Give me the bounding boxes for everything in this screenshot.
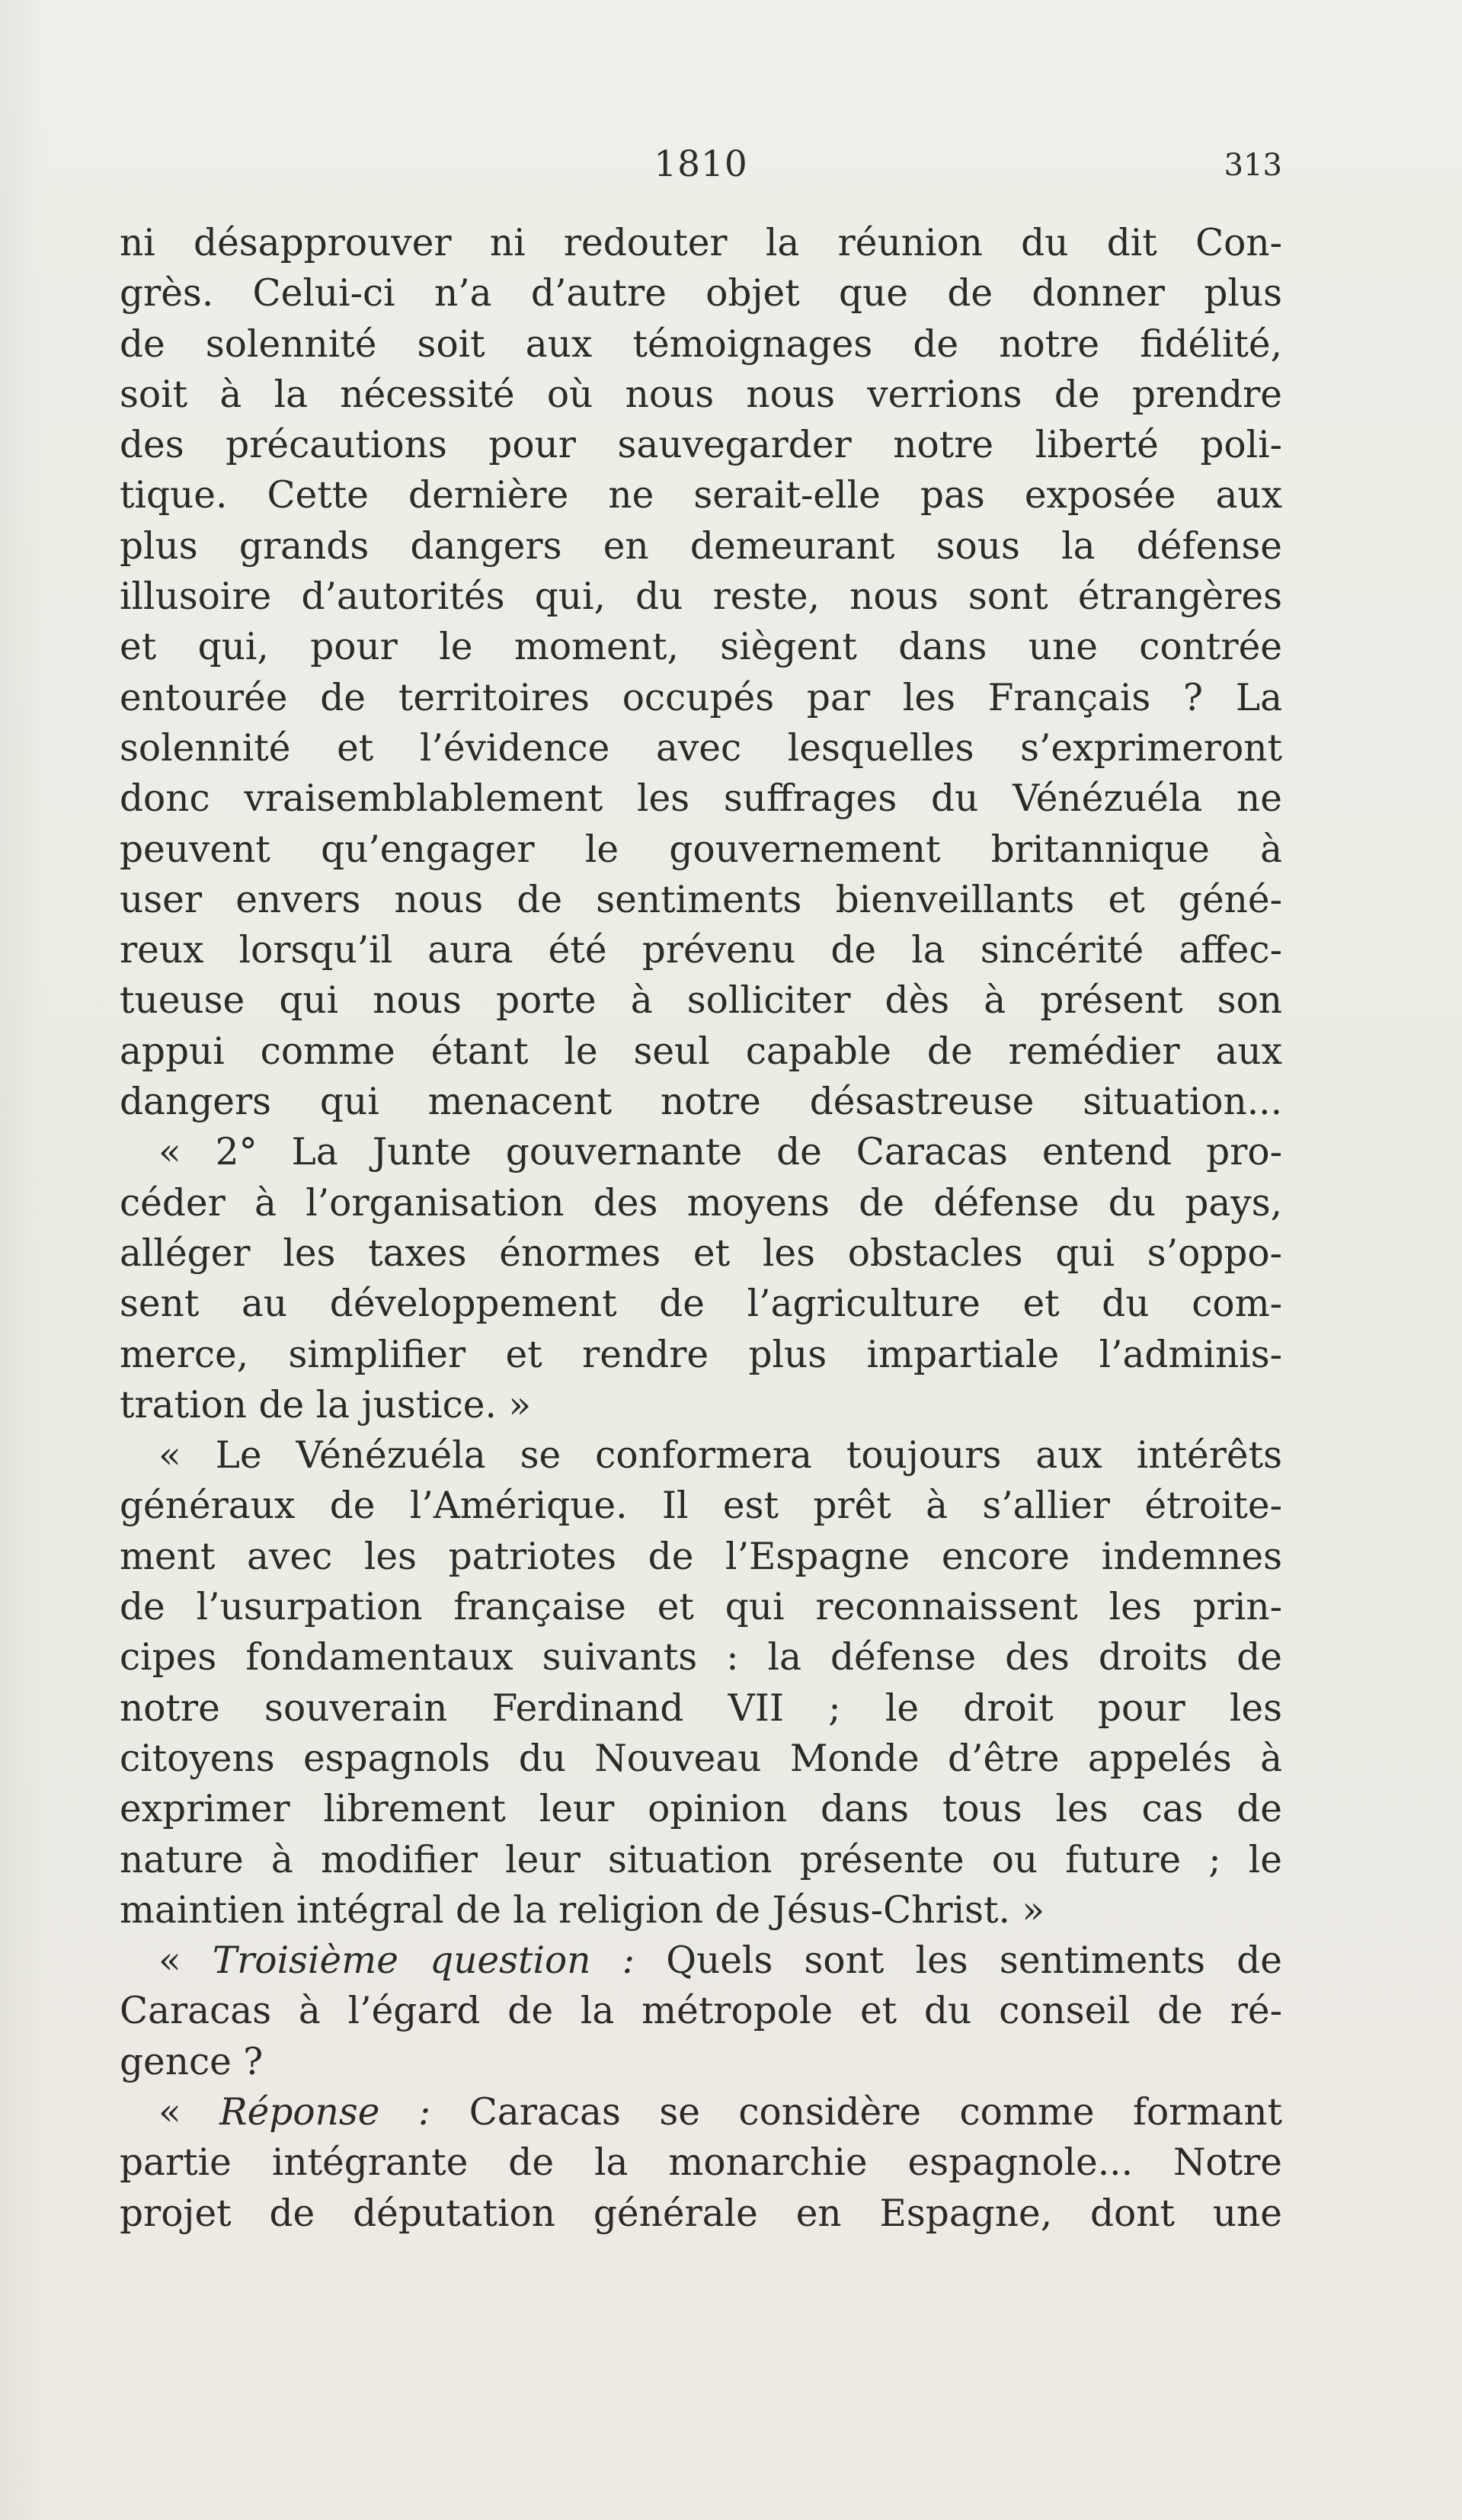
text-line: maintien intégral de la religion de Jésus-Christ. » xyxy=(120,1888,1045,1932)
text-line: tration de la justice. » xyxy=(120,1383,531,1427)
text-line: alléger les taxes énormes et les obstacles qui s’oppo- xyxy=(120,1231,1282,1275)
text-line: peuvent qu’engager le gouvernement britannique à xyxy=(120,828,1282,871)
text-line: solennité et l’évidence avec lesquelles s’exprimeront xyxy=(120,726,1282,770)
text-line: appui comme étant le seul capable de remédier aux xyxy=(120,1029,1282,1073)
text-line: gence ? xyxy=(120,2040,264,2083)
text-line: exprimer librement leur opinion dans tous les cas de xyxy=(120,1788,1282,1831)
italic-answer-heading: Réponse : xyxy=(219,2090,431,2134)
text-line: et qui, pour le moment, siègent dans une contrée xyxy=(120,626,1282,669)
line-continuation: Quels sont les sentiments de xyxy=(635,1939,1282,1983)
page-number: 313 xyxy=(1224,148,1282,183)
text-line: grès. Celui-ci n’a d’autre objet que de donner plus xyxy=(120,272,1282,315)
text-line: projet de députation générale en Espagne, dont une xyxy=(120,2192,1282,2235)
italic-question-heading: Troisième question : xyxy=(212,1939,635,1983)
text-line: tueuse qui nous porte à solliciter dès à présent son xyxy=(120,979,1282,1023)
text-line xyxy=(120,2087,1282,2137)
text-line: généraux de l’Amérique. Il est prêt à s’allier étroite- xyxy=(120,1484,1282,1528)
text-line: de l’usurpation française et qui reconnaissent les prin- xyxy=(120,1586,1282,1629)
line-continuation: Caracas se considère comme formant xyxy=(430,2090,1282,2134)
text-line: sent au développement de l’agriculture et du com- xyxy=(120,1282,1282,1326)
text-line: notre souverain Ferdinand VII ; le droit pour les xyxy=(120,1686,1282,1730)
text-line: merce, simplifier et rendre plus impartiale l’adminis- xyxy=(120,1333,1282,1376)
text-line: « 2° La Junte gouvernante de Caracas entend pro- xyxy=(158,1131,1282,1174)
text-line: dangers qui menacent notre désastreuse situation... xyxy=(120,1081,1282,1124)
text-line: user envers nous de sentiments bienveillants et géné- xyxy=(120,878,1282,921)
text-line: ment avec les patriotes de l’Espagne encore indemnes xyxy=(120,1535,1282,1578)
text-line: de solennité soit aux témoignages de notre fidélité, xyxy=(120,322,1282,366)
text-line: cipes fondamentaux suivants : la défense des droits de xyxy=(120,1636,1282,1679)
text-line: reux lorsqu’il aura été prévenu de la sincérité affec- xyxy=(120,929,1282,972)
text-line: nature à modifier leur situation présente ou future ; le xyxy=(120,1838,1282,1881)
text-line: partie intégrante de la monarchie espagnole... Notre xyxy=(120,2141,1282,2185)
text-line: citoyens espagnols du Nouveau Monde d’être appelés à xyxy=(120,1737,1282,1780)
text-line: entourée de territoires occupés par les Français ? La xyxy=(120,676,1282,719)
text-line: ni désapprouver ni redouter la réunion du dit Con- xyxy=(120,222,1282,264)
text-line: Caracas à l’égard de la métropole et du conseil de ré- xyxy=(120,1990,1282,2033)
text-line: plus grands dangers en demeurant sous la défense xyxy=(120,524,1282,568)
quote-mark: « xyxy=(158,1939,213,1983)
text-line: tique. Cette dernière ne serait-elle pas exposée aux xyxy=(120,474,1282,517)
text-line: « Le Vénézuéla se conformera toujours aux intérêts xyxy=(158,1434,1282,1478)
page-header xyxy=(120,143,1282,189)
text-line: céder à l’organisation des moyens de défense du pays, xyxy=(120,1181,1282,1225)
text-line xyxy=(120,1936,1282,1986)
quote-mark: « xyxy=(158,2090,220,2134)
running-head-year: 1810 xyxy=(654,143,748,185)
text-line: donc vraisemblablement les suffrages du Vénézuéla ne xyxy=(120,777,1282,821)
text-line: des précautions pour sauvegarder notre liberté poli- xyxy=(120,424,1282,467)
body-text xyxy=(120,218,1282,2239)
text-line: illusoire d’autorités qui, du reste, nous sont étrangères xyxy=(120,575,1282,619)
text-line: soit à la nécessité où nous nous verrions de prendre xyxy=(120,373,1282,416)
